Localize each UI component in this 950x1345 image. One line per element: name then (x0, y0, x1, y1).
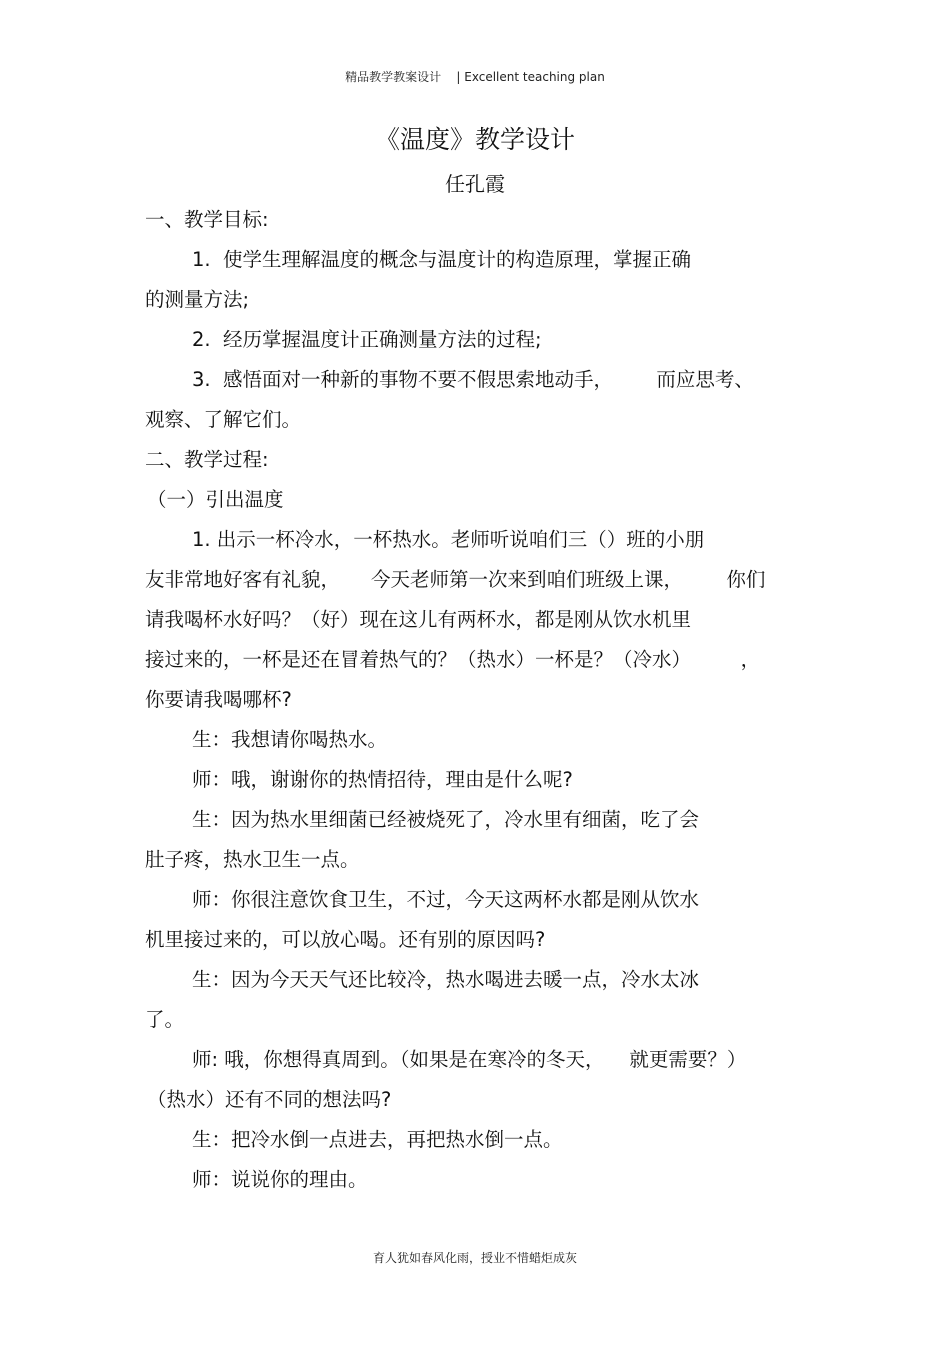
paragraph-line: 友非常地好客有礼貌， 今天老师第一次来到咱们班级上课， 你们 (145, 568, 766, 591)
paragraph-line: 3. 感悟面对一种新的事物不要不假思索地动手， 而应思考、 (192, 368, 754, 391)
section-heading-objectives: 一、教学目标: (145, 208, 269, 231)
dialogue-line: 生：把冷水倒一点进去，再把热水倒一点。 (192, 1128, 563, 1151)
dialogue-line: 师：说说你的理由。 (192, 1168, 368, 1191)
paragraph-line: 2. 经历掌握温度计正确测量方法的过程; (192, 328, 542, 351)
document-title: 《温度》教学设计 (374, 125, 575, 154)
author-name: 任孔霞 (445, 172, 505, 196)
page-footer: 育人犹如春风化雨，授业不惜蜡炬成灰 (372, 1251, 577, 1265)
paragraph-line: 1. 出示一杯冷水，一杯热水。老师听说咱们三（）班的小朋 (192, 528, 705, 551)
dialogue-line: 师: 哦，你想得真周到。（如果是在寒冷的冬天， 就更需要？） (192, 1048, 747, 1071)
dialogue-line: 生：我想请你喝热水。 (192, 728, 388, 751)
dialogue-line: 师：哦，谢谢你的热情招待，理由是什么呢? (192, 768, 573, 791)
paragraph-line: 的测量方法; (145, 288, 250, 311)
page-header: 精品教学教案设计 | Excellent teaching plan (345, 70, 605, 84)
paragraph-line: 请我喝杯水好吗？（好）现在这儿有两杯水，都是刚从饮水机里 (145, 608, 692, 631)
dialogue-line: （热水）还有不同的想法吗? (147, 1088, 392, 1111)
dialogue-line: 肚子疼，热水卫生一点。 (145, 848, 360, 871)
dialogue-line: 生：因为今天天气还比较冷，热水喝进去暖一点，冷水太冰 (192, 968, 700, 991)
dialogue-line: 机里接过来的，可以放心喝。还有别的原因吗? (145, 928, 546, 951)
paragraph-line: 观察、了解它们。 (145, 408, 302, 431)
section-heading-process: 二、教学过程: (145, 448, 269, 471)
paragraph-line: 1. 使学生理解温度的概念与温度计的构造原理，掌握正确 (192, 248, 692, 271)
dialogue-line: 师：你很注意饮食卫生，不过，今天这两杯水都是刚从饮水 (192, 888, 700, 911)
subsection-heading: （一）引出温度 (147, 488, 284, 511)
dialogue-line: 了。 (145, 1008, 185, 1031)
dialogue-line: 生：因为热水里细菌已经被烧死了，冷水里有细菌，吃了会 (192, 808, 700, 831)
paragraph-line: 你要请我喝哪杯? (145, 688, 292, 711)
paragraph-line: 接过来的，一杯是还在冒着热气的？（热水）一杯是？（冷水） ， (145, 648, 761, 671)
